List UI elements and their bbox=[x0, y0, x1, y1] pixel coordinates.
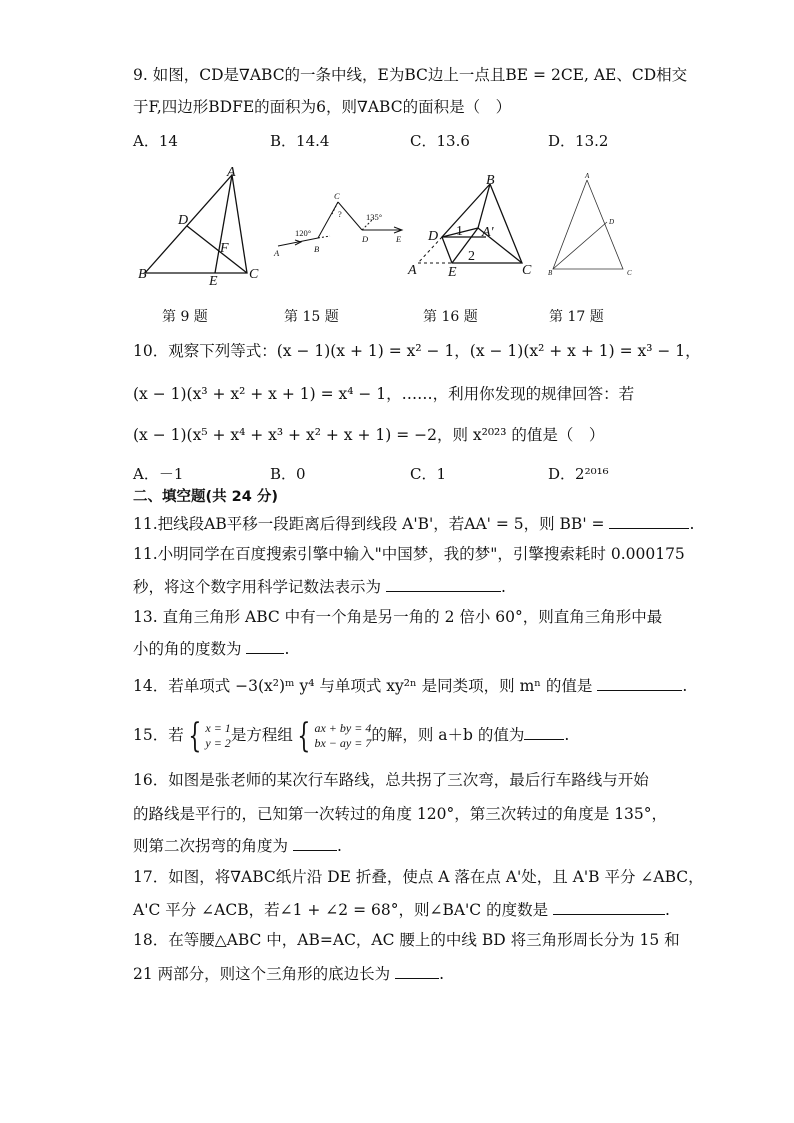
q13-line2 bbox=[133, 637, 289, 660]
fig15-angle-135: 135° bbox=[366, 212, 383, 222]
q14-answer-blank[interactable] bbox=[597, 674, 682, 691]
fig17-label-a: A bbox=[585, 172, 590, 180]
fig15-label-b: B bbox=[314, 244, 320, 254]
fig9-label-f: F bbox=[220, 241, 229, 256]
q9-option-b[interactable]: B．14.4 bbox=[270, 132, 330, 150]
fig15-angle-120: 120° bbox=[295, 228, 312, 238]
fig9-label-c: C bbox=[249, 267, 259, 282]
q11a-answer-blank[interactable] bbox=[609, 512, 689, 529]
q10-option-c[interactable]: C．1 bbox=[410, 465, 447, 483]
fig16-angle-2: 2 bbox=[468, 249, 475, 264]
q15-system bbox=[314, 721, 371, 751]
q9-option-d[interactable]: D．13.2 bbox=[548, 132, 609, 150]
q16-text: 则第二次拐弯的角度为 bbox=[133, 837, 289, 855]
figure-16 bbox=[400, 170, 540, 280]
q17-end: . bbox=[665, 901, 670, 919]
fig16-label-e: E bbox=[448, 265, 457, 280]
q15-end: . bbox=[564, 726, 570, 744]
q16-end: . bbox=[336, 837, 342, 855]
q13-end: . bbox=[284, 640, 290, 658]
fig16-label-a-prime: A' bbox=[482, 225, 494, 240]
caption-fig-17: 第 17 题 bbox=[549, 309, 604, 325]
q18-line2 bbox=[133, 962, 444, 985]
q11b-end: . bbox=[500, 578, 506, 596]
section-fill-in-title: 二、填空题(共 24 分) bbox=[133, 489, 279, 505]
q9-option-a[interactable]: A．14 bbox=[133, 132, 178, 150]
fig9-label-e: E bbox=[209, 274, 218, 289]
q18-answer-blank[interactable] bbox=[395, 962, 439, 979]
q14-end: . bbox=[682, 677, 688, 695]
figure-17 bbox=[545, 172, 635, 282]
q15-mid: 是方程组 bbox=[230, 726, 293, 744]
q18-line1: 18．在等腰△ABC 中，AB=AC，AC 腰上的中线 BD 将三角形周长分为 15 和 bbox=[133, 931, 680, 949]
figure-9 bbox=[135, 160, 270, 290]
q10-option-a[interactable]: A．－1 bbox=[133, 465, 184, 483]
fig15-label-e: E bbox=[396, 234, 402, 244]
fig16-label-b: B bbox=[486, 173, 495, 188]
q15-solution bbox=[205, 721, 230, 751]
q10-line1: 10．观察下列等式：(x − 1)(x + 1) = x² − 1，(x − 1)(x² + x + 1) = x³ − 1， bbox=[133, 342, 701, 360]
q13-line1: 13. 直角三角形 ABC 中有一个角是另一角的 2 倍小 60°，则直角三角形中最 bbox=[133, 608, 663, 626]
q15-answer-blank[interactable] bbox=[524, 723, 564, 740]
q10-options bbox=[0, 463, 794, 485]
caption-fig-15: 第 15 题 bbox=[284, 309, 339, 325]
q13-answer-blank[interactable] bbox=[246, 637, 284, 654]
q9-line2: 于F,四边形BDFE的面积为6，则∇ABC的面积是（ ） bbox=[133, 98, 512, 116]
q11b-line2 bbox=[133, 575, 506, 598]
q17-line1: 17．如图，将∇ABC纸片沿 DE 折叠，使点 A 落在点 A'处，且 A'B 平分 ∠ABC， bbox=[133, 868, 704, 886]
caption-fig-9: 第 9 题 bbox=[162, 309, 208, 325]
fig16-angle-1: 1 bbox=[456, 224, 463, 239]
fig17-label-d: D bbox=[609, 218, 615, 226]
q11b-answer-blank[interactable] bbox=[386, 575, 501, 592]
q17-text: A'C 平分 ∠ACB，若∠1 + ∠2 = 68°，则∠BA'C 的度数是 bbox=[133, 901, 549, 919]
q16-answer-blank[interactable] bbox=[293, 834, 337, 851]
q11a-text: 11.把线段AB平移一段距离后得到线段 A'B'，若AA' = 5，则 BB' = bbox=[133, 515, 605, 533]
fig15-label-a: A bbox=[274, 248, 280, 258]
q10-option-d[interactable]: D．2²⁰¹⁶ bbox=[548, 465, 609, 483]
fig17-label-c: C bbox=[627, 269, 632, 277]
q14-line bbox=[133, 674, 687, 697]
figure-15 bbox=[270, 190, 410, 260]
q18-text: 21 两部分，则这个三角形的底边长为 bbox=[133, 965, 391, 983]
q15-sol-y: y = 2 bbox=[205, 736, 231, 750]
q15-eq1: ax + by = 4 bbox=[314, 721, 372, 735]
q15-eq2: bx − ay = 7 bbox=[314, 736, 372, 750]
q10-line3: (x − 1)(x⁵ + x⁴ + x³ + x² + x + 1) = −2，则 x²⁰²³ 的值是（ ） bbox=[133, 426, 605, 444]
fig15-label-d: D bbox=[362, 234, 369, 244]
fig9-label-b: B bbox=[138, 267, 147, 282]
fig16-label-c: C bbox=[522, 263, 532, 278]
fig17-label-b: B bbox=[548, 269, 553, 277]
q16-line2: 的路线是平行的，已知第一次转过的角度 120°，第三次转过的角度是 135°， bbox=[133, 805, 668, 823]
q15-sol-x: x = 1 bbox=[205, 721, 231, 735]
q15-prefix: 15．若 bbox=[133, 726, 184, 744]
fig15-question-mark: ? bbox=[338, 209, 342, 219]
fig9-label-a: A bbox=[227, 165, 236, 180]
q11b-line1: 11.小明同学在百度搜索引擎中输入"中国梦，我的梦"，引擎搜索耗时 0.000175 bbox=[133, 545, 685, 563]
q17-answer-blank[interactable] bbox=[553, 898, 665, 915]
q11a-line bbox=[133, 512, 694, 535]
fig15-label-c: C bbox=[334, 191, 340, 201]
fig9-label-d: D bbox=[178, 213, 189, 228]
q16-line1: 16．如图是张老师的某次行车路线，总共拐了三次弯，最后行车路线与开始 bbox=[133, 771, 649, 789]
q15-line: 15．若 { x = 1 y = 2是方程组 { ax + by = 4 bx − ay = 7的解，则 a＋b 的值为 . bbox=[133, 716, 570, 756]
q10-option-b[interactable]: B．0 bbox=[270, 465, 306, 483]
q10-line2: (x − 1)(x³ + x² + x + 1) = x⁴ − 1，……，利用你发现的规律回答：若 bbox=[133, 385, 635, 403]
fig16-label-a: A bbox=[408, 263, 417, 278]
q13-text: 小的角的度数为 bbox=[133, 640, 242, 658]
q18-end: . bbox=[439, 965, 445, 983]
q11b-text: 秒，将这个数字用科学记数法表示为 bbox=[133, 578, 382, 596]
q17-line2 bbox=[133, 898, 670, 921]
q14-text: 14．若单项式 −3(x²)ᵐ y⁴ 与单项式 xy²ⁿ 是同类项，则 mⁿ 的值是 bbox=[133, 677, 593, 695]
q15-suffix: 的解，则 a＋b 的值为 bbox=[371, 726, 525, 744]
q11a-end: . bbox=[689, 515, 695, 533]
q16-line3 bbox=[133, 834, 342, 857]
fig16-label-d: D bbox=[428, 229, 439, 244]
caption-fig-16: 第 16 题 bbox=[423, 309, 478, 325]
q9-option-c[interactable]: C．13.6 bbox=[410, 132, 470, 150]
q9-options bbox=[0, 130, 794, 152]
q9-line1: 9. 如图，CD是∇ABC的一条中线，E为BC边上一点且BE = 2CE, AE、CD相交 bbox=[133, 66, 688, 84]
